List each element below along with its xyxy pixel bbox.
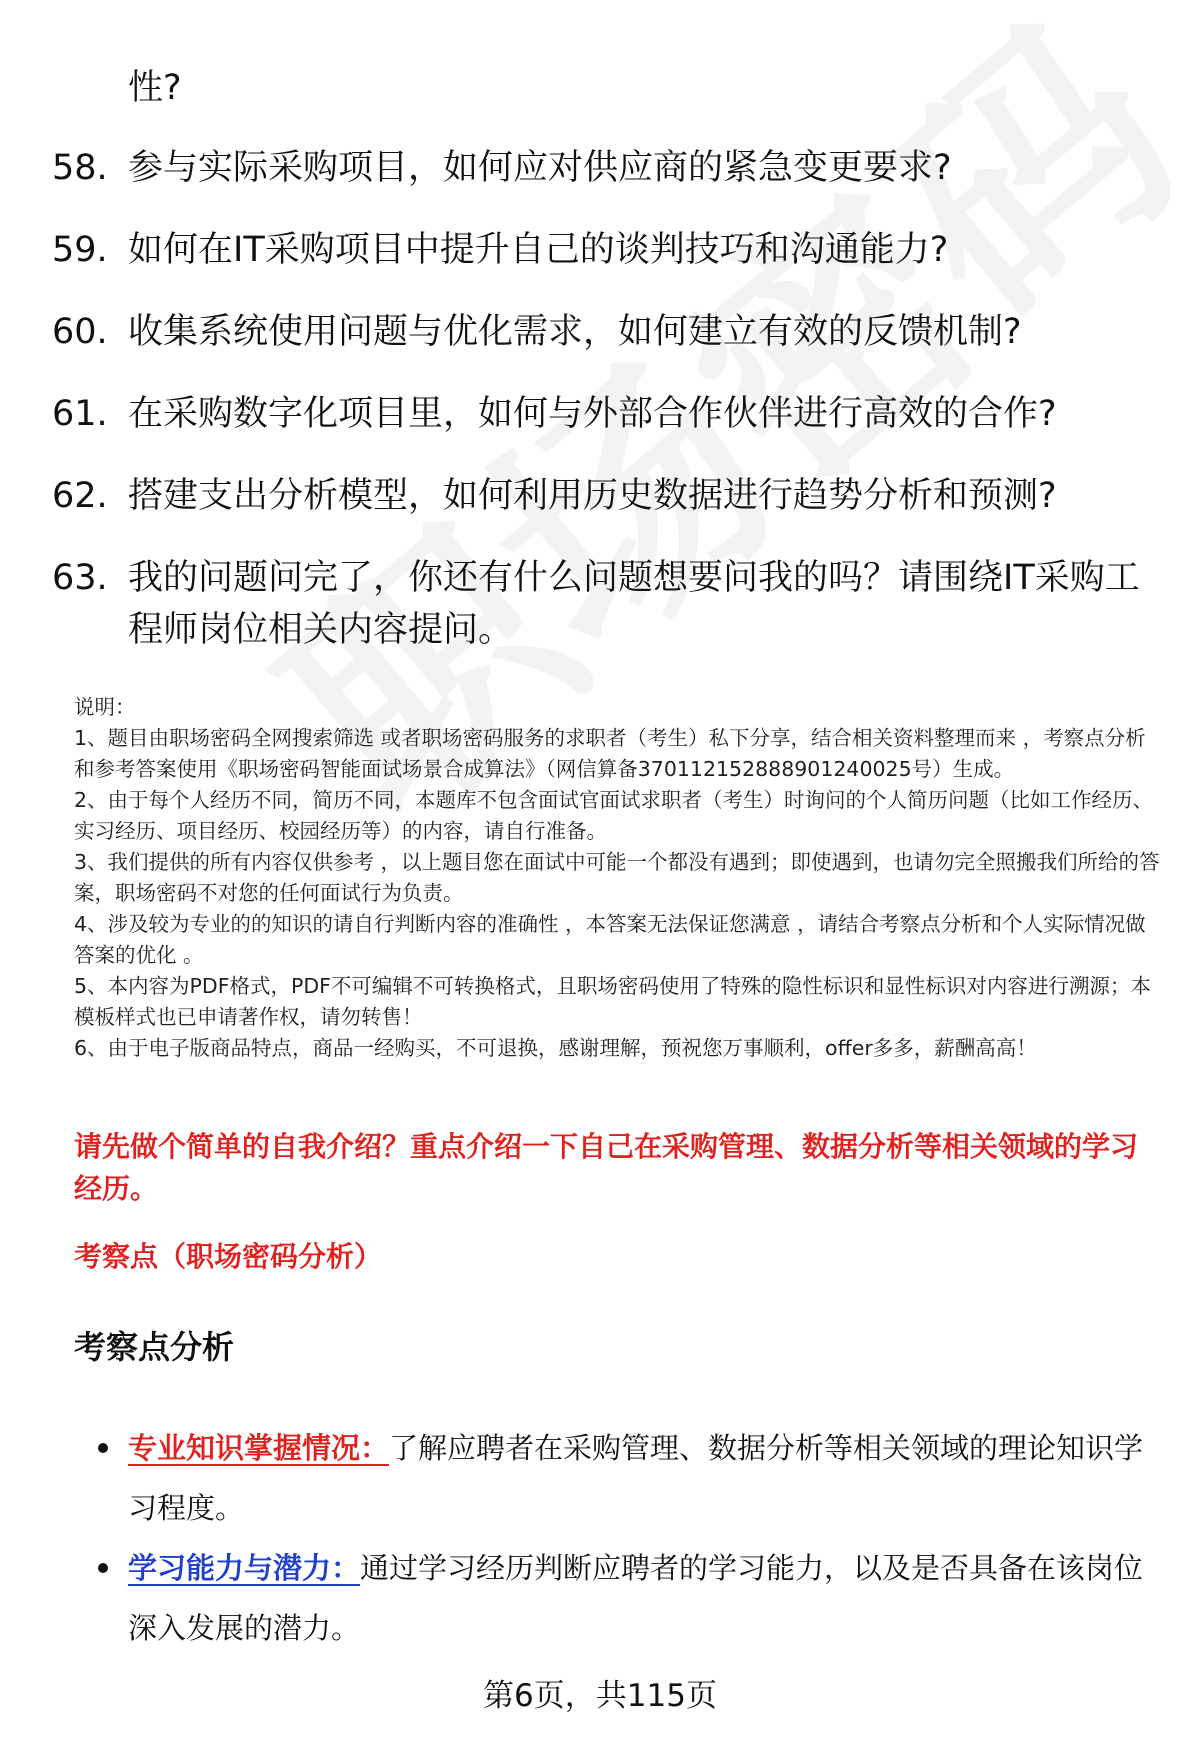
- list-item: [52, 388, 1162, 440]
- question-number: 63.: [52, 558, 108, 598]
- question-number: 60.: [52, 312, 108, 352]
- bullet-label: 专业知识掌握情况：: [128, 1431, 390, 1465]
- bullet-body: [128, 1418, 1158, 1538]
- list-item: [52, 470, 1162, 522]
- note-item: 2、由于每个人经历不同，简历不同，本题库不包含面试官面试求职者（考生）时询问的个人简历问题（比如工作经历、实习经历、项目经历、校园经历等）的内容，请自行准备。: [74, 788, 1154, 843]
- list-item: [52, 142, 1162, 194]
- question-number: 62.: [52, 476, 108, 516]
- note-item: 3、我们提供的所有内容仅供参考 ，以上题目您在面试中可能一个都没有遇到；即使遇到，也请勿完全照搬我们所给的答案，职场密码不对您的任何面试行为负责。: [74, 850, 1160, 905]
- list-item: [98, 1538, 1158, 1658]
- bullet-body: [128, 1538, 1158, 1658]
- featured-question: 请先做个简单的自我介绍？重点介绍一下自己在采购管理、数据分析等相关领域的学习经历。: [74, 1130, 1139, 1205]
- notes-section: [74, 692, 1164, 1064]
- note-item: 4、涉及较为专业的的知识的请自行判断内容的准确性 ，本答案无法保证您满意 ，请结合考察点分析和个人实际情况做答案的优化 。: [74, 912, 1146, 967]
- question-number: 61.: [52, 394, 108, 434]
- question-text: 如何在IT采购项目中提升自己的谈判技巧和沟通能力?: [128, 230, 949, 270]
- question-text: 在采购数字化项目里，如何与外部合作伙伴进行高效的合作?: [128, 394, 1057, 434]
- question-number: 59.: [52, 230, 108, 270]
- list-item: [52, 224, 1162, 276]
- list-item: [52, 306, 1162, 358]
- question-number: 58.: [52, 148, 108, 188]
- bullet-text: 通过学习经历判断应聘者的学习能力，以及是否具备在该岗位深入发展的潜力。: [128, 1551, 1144, 1645]
- bullet-text: 了解应聘者在采购管理、数据分析等相关领域的理论知识学习程度。: [128, 1431, 1144, 1525]
- bullet-dot-icon: [98, 1563, 108, 1573]
- check-point-heading: 考察点（职场密码分析）: [74, 1240, 383, 1273]
- analysis-heading: 考察点分析: [74, 1328, 235, 1366]
- bullet-label: 学习能力与潜力：: [128, 1551, 361, 1585]
- list-item: [98, 1418, 1158, 1538]
- list-item: [52, 552, 1162, 656]
- question-text: 收集系统使用问题与优化需求，如何建立有效的反馈机制?: [128, 312, 1022, 352]
- bullet-dot-icon: [98, 1443, 108, 1453]
- note-item: 5、本内容为PDF格式，PDF不可编辑不可转换格式，且职场密码使用了特殊的隐性标识和显性标识对内容进行溯源；本模板样式也已申请著作权，请勿转售！: [74, 974, 1151, 1029]
- notes-title: 说明：: [74, 695, 136, 719]
- analysis-bullets: [98, 1418, 1158, 1658]
- question-text: 搭建支出分析模型，如何利用历史数据进行趋势分析和预测?: [128, 476, 1057, 516]
- page-footer: 第6页，共115页: [483, 1678, 717, 1714]
- question-continuation: 性?: [128, 68, 182, 108]
- note-item: 1、题目由职场密码全网搜索筛选 或者职场密码服务的求职者（考生）私下分享，结合相关资料整理而来 ，考察点分析和参考答案使用《职场密码智能面试场景合成算法》（网信算备370112152888901240025号）生成。: [74, 726, 1146, 781]
- note-item: 6、由于电子版商品特点，商品一经购买，不可退换，感谢理解，预祝您万事顺利，offer多多，薪酬高高！: [74, 1036, 1037, 1060]
- question-text: 我的问题问完了，你还有什么问题想要问我的吗？请围绕IT采购工程师岗位相关内容提问。: [128, 558, 1140, 650]
- question-list: [52, 142, 1162, 686]
- question-text: 参与实际采购项目，如何应对供应商的紧急变更要求?: [128, 148, 952, 188]
